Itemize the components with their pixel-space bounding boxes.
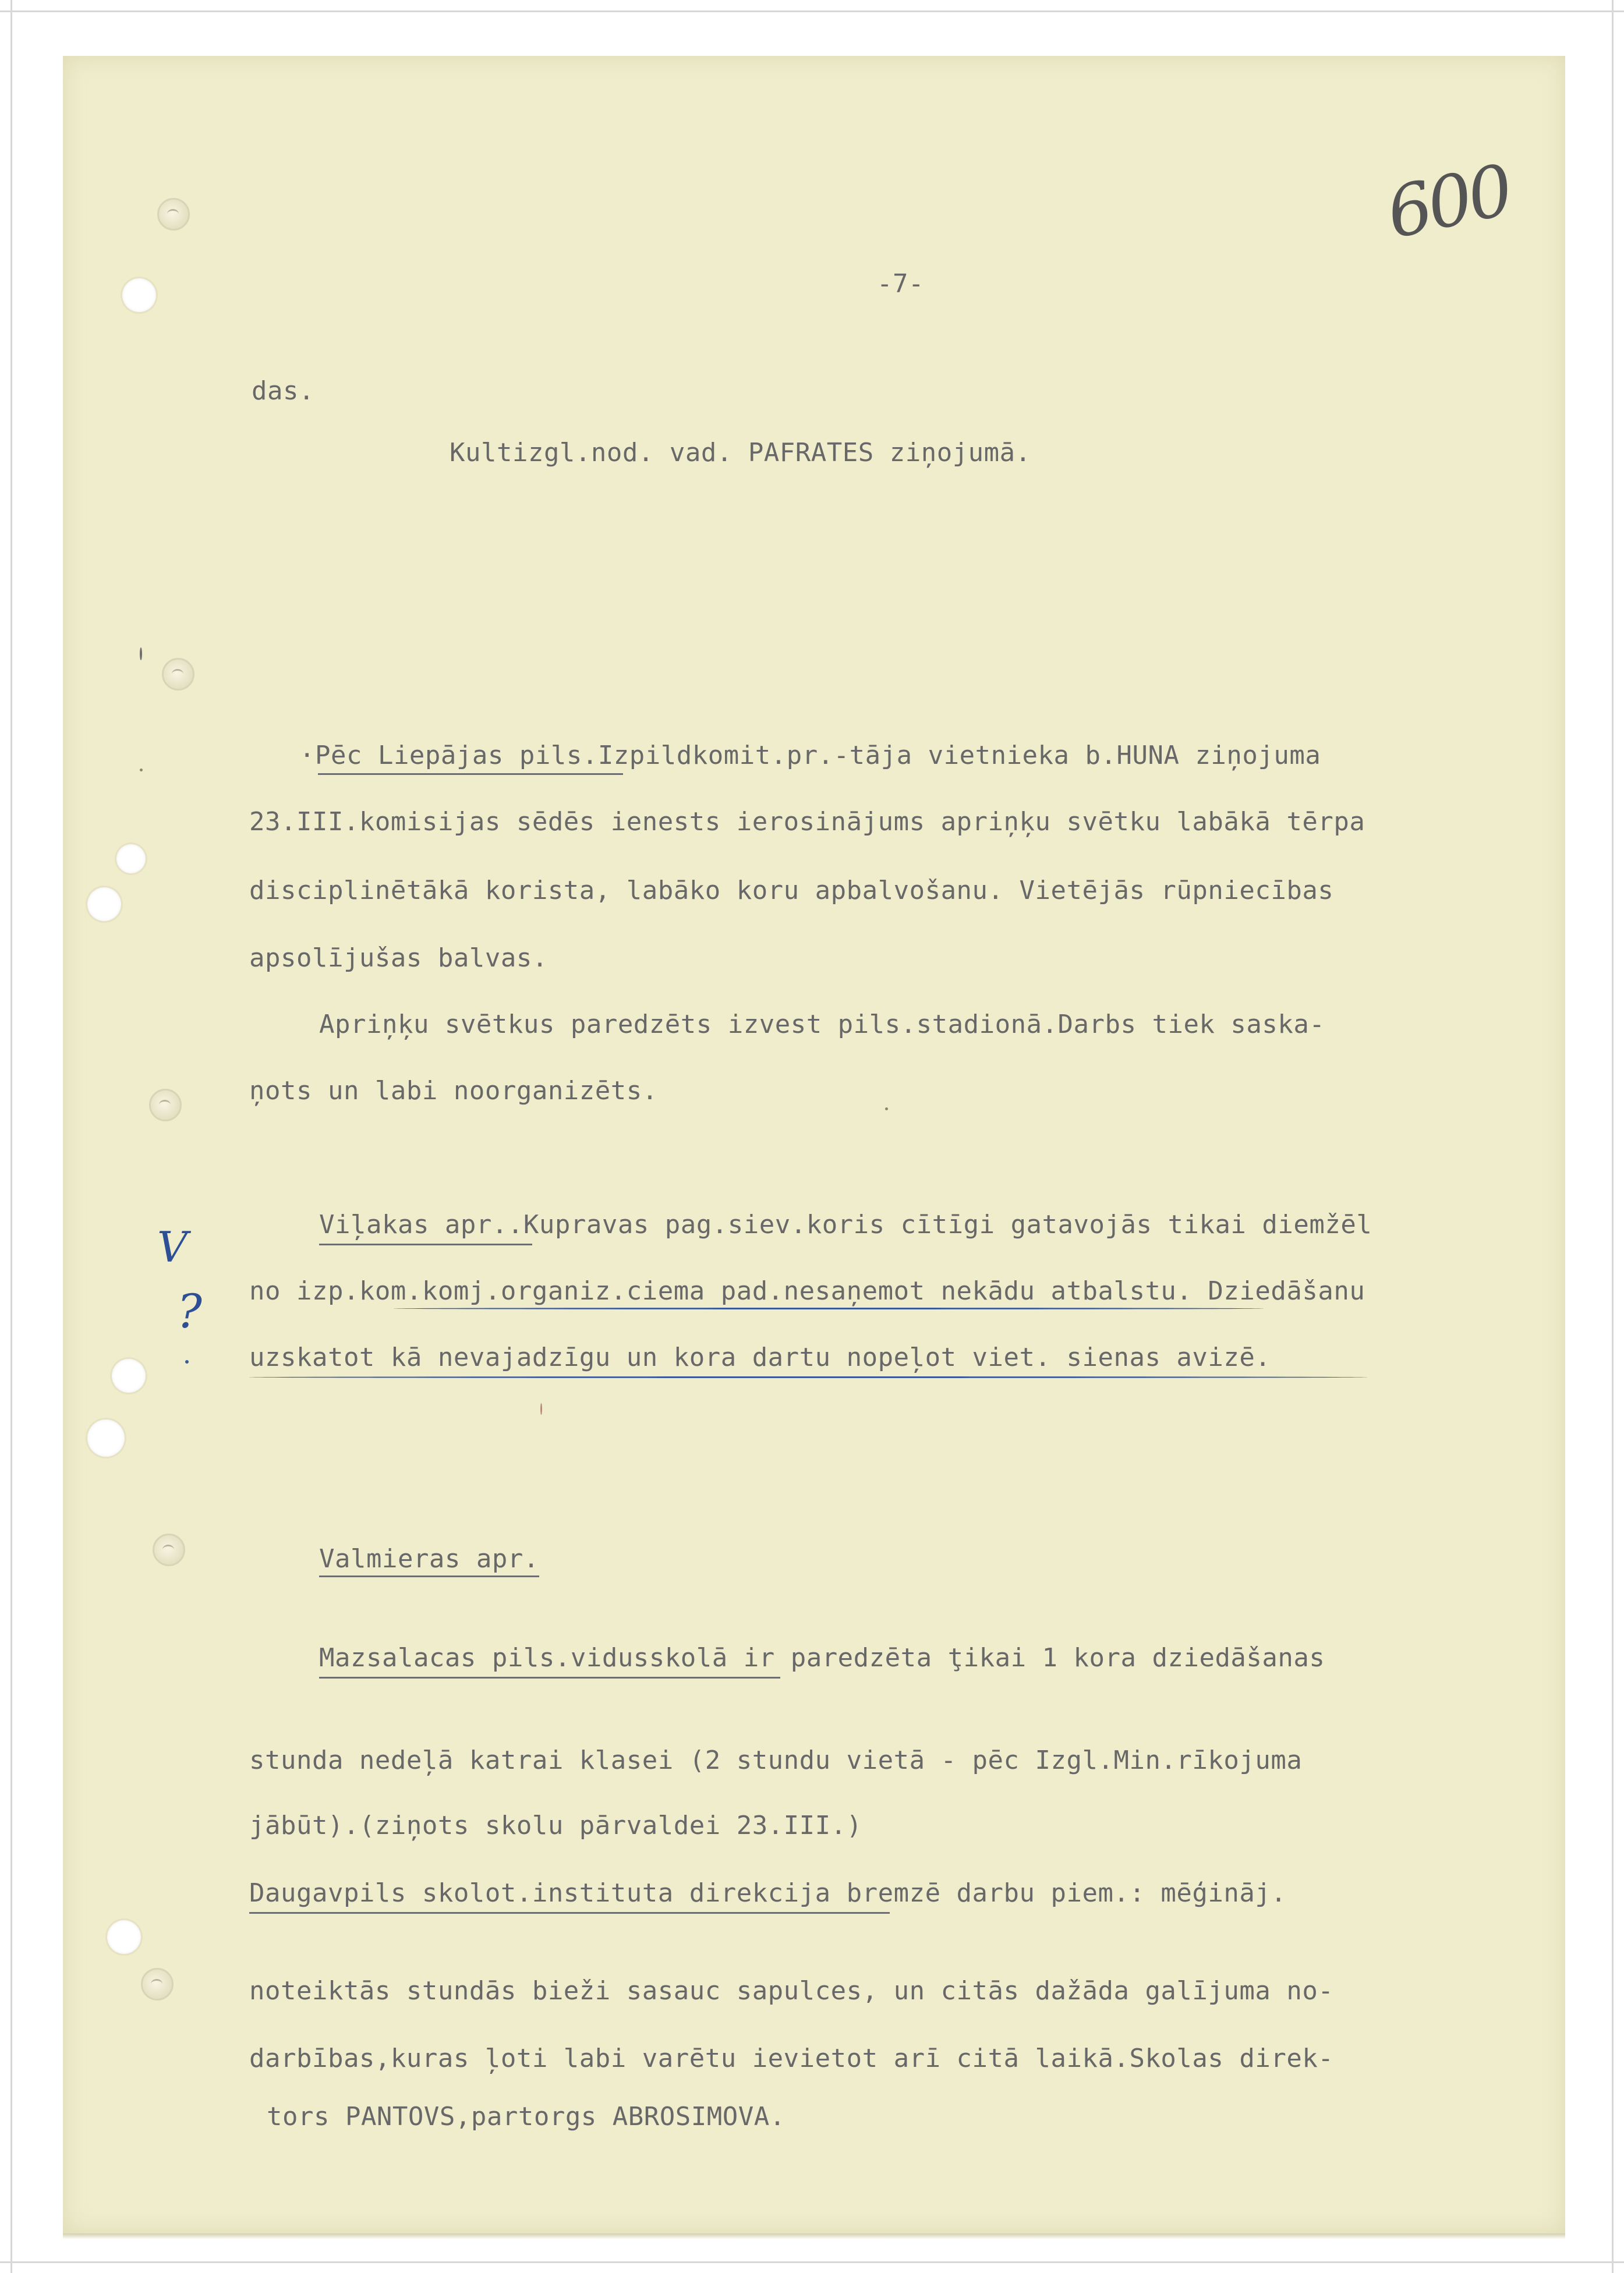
paragraph-5-line-3: darbības,kuras ļoti labi varētu ievietot arī citā laikā.Skolas direk- bbox=[249, 2044, 1334, 2073]
paragraph-5-line-4: tors PANTOVS,partorgs ABROSIMOVA. bbox=[267, 2102, 786, 2132]
binder-hole bbox=[112, 1359, 146, 1393]
blue-ink-underline bbox=[394, 1308, 1264, 1309]
punch-mark bbox=[141, 1968, 174, 2001]
blue-ink-underline bbox=[249, 1376, 1367, 1378]
paragraph-3-line-2: no izp.kom.komj.organiz.ciema pad.nesaņemot nekādu atbalstu. Dziedāšanu bbox=[249, 1276, 1365, 1306]
report-subtitle: Kultizgl.nod. vad. PAFRATES ziņojumā. bbox=[450, 438, 1031, 468]
margin-question-mark: ? bbox=[177, 1284, 202, 1339]
section-heading-valmieras: Valmieras apr. bbox=[319, 1544, 539, 1577]
paragraph-4-line-2: stunda nedeļā katrai klasei (2 stundu vietā - pēc Izgl.Min.rīkojuma bbox=[249, 1746, 1303, 1775]
paper-speck bbox=[140, 647, 142, 660]
paragraph-2-line-1: Apriņķu svētkus paredzēts izvest pils.stadionā.Darbs tiek saska- bbox=[319, 1010, 1325, 1039]
scan-frame-bottom bbox=[0, 2261, 1624, 2263]
typed-underline bbox=[319, 1242, 532, 1245]
paragraph-4-line-1: Mazsalacas pils.vidusskolā ir paredzēta ţikai 1 kora dziedāšanas bbox=[319, 1643, 1325, 1673]
paragraph-1-line-3: disciplinētākā korista, labāko koru apbalvošanu. Vietējās rūpniecības bbox=[249, 876, 1334, 905]
paper-speck bbox=[540, 1403, 542, 1415]
punch-mark bbox=[157, 198, 190, 231]
typed-underline bbox=[318, 772, 623, 775]
scan-frame-right bbox=[1612, 0, 1614, 2273]
binder-hole bbox=[116, 844, 146, 873]
paragraph-1-line-1: ·Pēc Liepājas pils.Izpildkomit.pr.-tāja vietnieka b.HUNA ziņojuma bbox=[299, 741, 1321, 770]
punch-mark bbox=[153, 1534, 185, 1566]
paragraph-2-line-2: ņots un labi noorganizēts. bbox=[249, 1076, 658, 1106]
paragraph-1-line-2: 23.III.komisijas sēdēs ienests ierosinājums apriņķu svētku labākā tērpa bbox=[249, 807, 1365, 837]
paper-speck bbox=[885, 1107, 888, 1110]
page-number: -7- bbox=[877, 269, 924, 299]
binder-hole bbox=[87, 887, 121, 921]
continuation-fragment: das. bbox=[252, 376, 314, 406]
paragraph-4-line-3: jābūt).(ziņots skolu pārvaldei 23.III.) bbox=[249, 1811, 862, 1840]
paragraph-1-line-4: apsolījušas balvas. bbox=[249, 943, 548, 973]
scan-frame-top bbox=[0, 10, 1624, 12]
page-edge-shadow bbox=[63, 2233, 1565, 2239]
binder-hole bbox=[87, 1419, 125, 1457]
scan-frame-left bbox=[10, 0, 12, 2273]
paper-speck bbox=[140, 769, 143, 771]
punch-mark bbox=[162, 658, 194, 691]
punch-mark bbox=[149, 1089, 182, 1121]
paragraph-5-line-1: Daugavpils skolot.instituta direkcija bremzē darbu piem.: mēģināj. bbox=[249, 1878, 1287, 1908]
typed-underline bbox=[319, 1676, 780, 1679]
handwritten-folio-number: 600 bbox=[1379, 150, 1517, 255]
binder-hole bbox=[122, 278, 156, 312]
paragraph-3-line-3: uzskatot kā nevajadzīgu un kora dartu nopeļot viet. sienas avizē. bbox=[249, 1343, 1271, 1372]
typed-underline bbox=[249, 1911, 890, 1914]
binder-hole bbox=[107, 1920, 141, 1954]
paper-speck bbox=[185, 1360, 189, 1364]
paragraph-3-line-1: Viļakas apr..Kupravas pag.siev.koris cītīgi gatavojās tikai diemžēl bbox=[319, 1210, 1372, 1240]
paragraph-5-line-2: noteiktās stundās bieži sasauc sapulces, un citās dažāda galījuma no- bbox=[249, 1976, 1334, 2006]
margin-check-mark: V bbox=[157, 1223, 187, 1272]
